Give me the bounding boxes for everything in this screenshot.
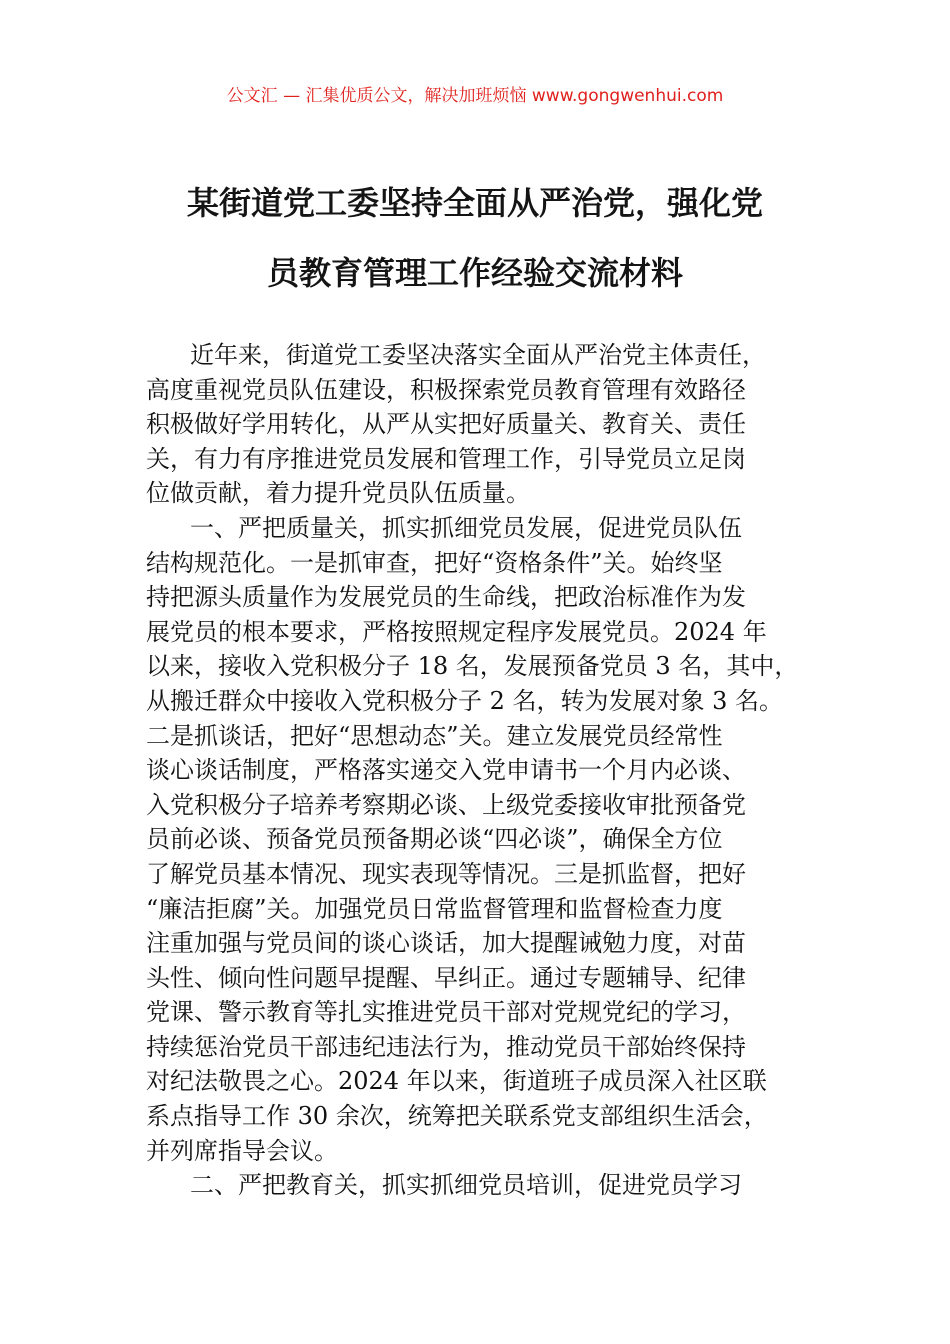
document-body [146,338,816,1203]
body-line: 员前必谈、预备党员预备期必谈“四必谈”，确保全方位 [146,825,723,854]
title-line: 员教育管理工作经验交流材料 [266,254,683,292]
body-line: 持续惩治党员干部违纪违法行为，推动党员干部始终保持 [146,1032,746,1061]
body-line: 展党员的根本要求，严格按照规定程序发展党员。2024 年 [146,617,767,646]
body-line: 以来，接收入党积极分子 18 名，发展预备党员 3 名，其中， [146,652,799,681]
body-line: 持把源头质量作为发展党员的生命线，把政治标准作为发 [146,583,746,612]
body-line: 结构规范化。一是抓审查，把好“资格条件”关。始终坚 [146,548,723,577]
body-line: 入党积极分子培养考察期必谈、上级党委接收审批预备党 [146,790,746,819]
body-line: 了解党员基本情况、现实表现等情况。三是抓监督，把好 [146,859,746,888]
body-line: 积极做好学用转化，从严从实把好质量关、教育关、责任 [146,410,746,439]
body-line: 关，有力有序推进党员发展和管理工作，引导党员立足岗 [146,444,746,473]
body-line: 对纪法敬畏之心。2024 年以来，街道班子成员深入社区联 [146,1067,767,1096]
body-line: 位做贡献，着力提升党员队伍质量。 [146,479,530,508]
body-line: 从搬迁群众中接收入党积极分子 2 名，转为发展对象 3 名。 [146,686,784,715]
body-line: “廉洁拒腐”关。加强党员日常监督管理和监督检查力度 [146,894,723,923]
body-line: 注重加强与党员间的谈心谈话，加大提醒诫勉力度，对苗 [146,929,746,958]
body-line: 二、严把教育关，抓实抓细党员培训，促进党员学习 [190,1171,742,1200]
body-line: 谈心谈话制度，严格落实递交入党申请书一个月内必谈、 [146,756,746,785]
body-line: 一、严把质量关，抓实抓细党员发展，促进党员队伍 [190,513,742,542]
document-title [100,176,850,316]
site-banner[interactable]: 公文汇 — 汇集优质公文，解决加班烦恼 www.gongwenhui.com [226,86,724,106]
body-line: 二是抓谈话，把好“思想动态”关。建立发展党员经常性 [146,721,723,750]
body-line: 近年来，街道党工委坚决落实全面从严治党主体责任， [190,341,766,369]
body-line: 党课、警示教育等扎实推进党员干部对党规党纪的学习， [146,998,746,1027]
body-line: 并列席指导会议。 [146,1136,338,1165]
title-line: 某街道党工委坚持全面从严治党，强化党 [186,184,763,222]
body-line: 高度重视党员队伍建设，积极探索党员教育管理有效路径 [146,375,746,404]
body-line: 头性、倾向性问题早提醒、早纠正。通过专题辅导、纪律 [146,963,746,992]
body-line: 系点指导工作 30 余次，统筹把关联系党支部组织生活会， [146,1102,768,1131]
